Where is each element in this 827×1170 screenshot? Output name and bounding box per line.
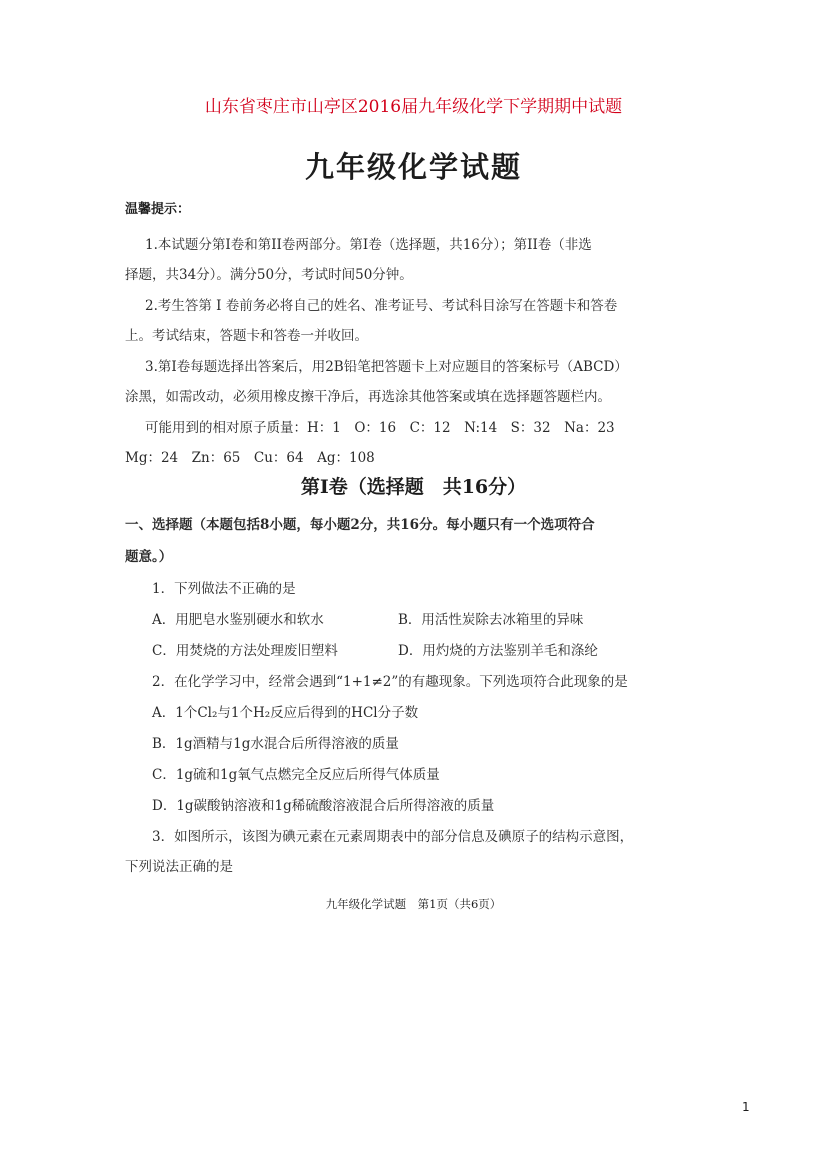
tip-line: 3.第I卷每题选择出答案后，用2B铅笔把答题卡上对应题目的答案标号（ABCD）	[145, 359, 628, 375]
question-2-option-b: B．1g酒精与1g水混合后所得溶液的质量	[152, 736, 399, 752]
question-1-stem: 1．下列做法不正确的是	[152, 581, 296, 597]
question-2-option-c: C．1g硫和1g氧气点燃完全反应后所得气体质量	[152, 767, 440, 783]
section-intro: 题意。）	[125, 549, 173, 565]
tip-line: 择题，共34分）。满分50分，考试时间50分钟。	[125, 267, 413, 283]
tips-heading: 温馨提示：	[125, 202, 191, 217]
question-1-option-c: C．用焚烧的方法处理废旧塑料	[152, 643, 338, 659]
exam-title: 九年级化学试题	[304, 150, 522, 184]
question-3-stem: 下列说法正确的是	[125, 859, 233, 875]
section-title: 第I卷（选择题 共16分）	[300, 476, 527, 498]
document-title: 山东省枣庄市山亭区2016届九年级化学下学期期中试题	[204, 97, 623, 117]
section-intro: 一、选择题（本题包括8小题，每小题2分，共16分。每小题只有一个选项符合	[125, 517, 595, 533]
question-1-option-b: B．用活性炭除去冰箱里的异味	[398, 612, 584, 628]
question-2-option-d: D．1g碳酸钠溶液和1g稀硫酸溶液混合后所得溶液的质量	[152, 798, 495, 814]
question-1-option-d: D．用灼烧的方法鉴别羊毛和涤纶	[398, 643, 598, 659]
question-2-stem: 2．在化学学习中，经常会遇到“1+1≠2”的有趣现象。下列选项符合此现象的是	[152, 674, 628, 690]
question-1-option-a: A．用肥皂水鉴别硬水和软水	[152, 612, 324, 628]
tip-line: 1.本试题分第I卷和第II卷两部分。第I卷（选择题，共16分）；第II卷（非选	[145, 237, 592, 253]
tip-line: 上。考试结束，答题卡和答卷一并收回。	[125, 328, 368, 344]
page-footer: 九年级化学试题 第1页（共6页）	[325, 897, 502, 911]
atomic-mass-line: Mg：24 Zn：65 Cu：64 Ag：108	[125, 450, 375, 466]
atomic-mass-line: 可能用到的相对原子质量：H：1 O：16 C：12 N:14 S：32 Na：23	[145, 420, 615, 436]
page-number: 1	[742, 1100, 750, 1114]
question-2-option-a: A．1个Cl₂与1个H₂反应后得到的HCl分子数	[152, 705, 419, 721]
question-3-stem: 3．如图所示，该图为碘元素在元素周期表中的部分信息及碘原子的结构示意图，	[152, 829, 634, 845]
tip-line: 涂黑，如需改动，必须用橡皮擦干净后，再选涂其他答案或填在选择题答题栏内。	[125, 389, 611, 405]
tip-line: 2.考生答第 I 卷前务必将自己的姓名、准考证号、考试科目涂写在答题卡和答卷	[145, 298, 618, 314]
